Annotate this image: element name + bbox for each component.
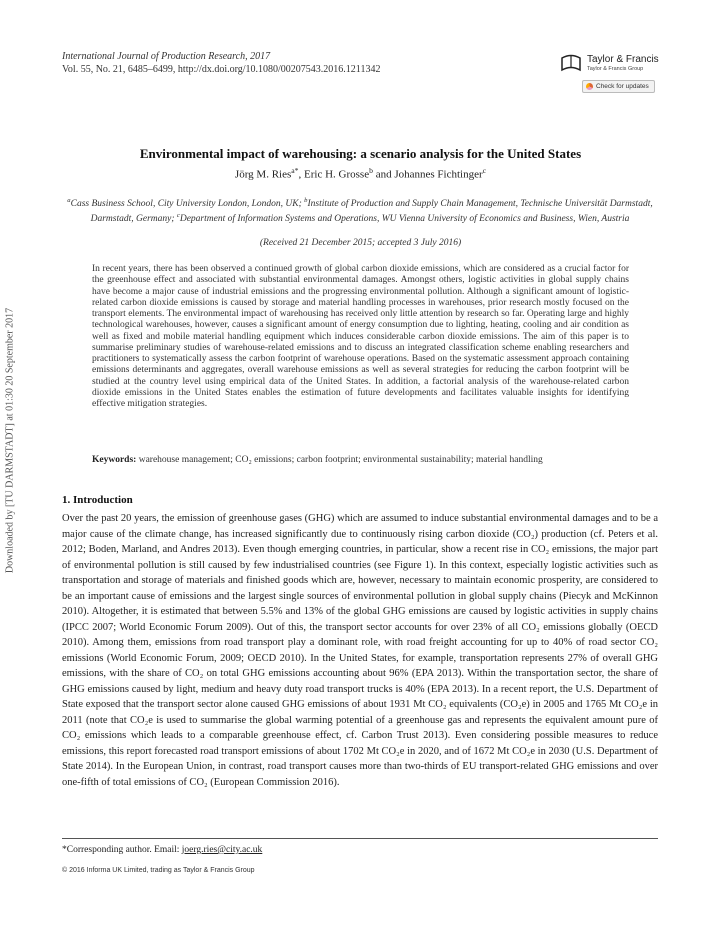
publisher-group: Taylor & Francis Group: [587, 66, 644, 72]
received-dates: (Received 21 December 2015; accepted 3 July 2016): [259, 238, 462, 248]
author-name: Johannes Fichtinger: [394, 168, 483, 181]
crossmark-icon: [586, 83, 593, 90]
corresponding-author-note: [62, 845, 262, 855]
affiliation-text: Institute of Production and Supply Chain Management, Technische Universität Darmstadt, Darmstadt, Germany;: [90, 199, 653, 225]
affiliation-text: Department of Information Systems and Operations, WU Vienna University of Economics and Business, Wien, Austria: [179, 214, 630, 225]
download-watermark: Downloaded by [TU DARMSTADT] at 01:30 20 September 2017: [4, 307, 16, 574]
publisher-logo[interactable]: [560, 52, 660, 76]
corresponding-prefix: *Corresponding author. Email:: [62, 845, 182, 855]
keywords: [92, 454, 629, 466]
footnote-divider: [62, 838, 658, 839]
abstract: In recent years, there has been observed a continued growth of global carbon dioxide emissions, which are considered as a crucial factor for the greenhouse effect and associated with substantial environmental damages. Amongst others, logistic activities in global supply chains have become a major cause of industrial emissions and the progressing environmental pollution. Although a significant amount of logistic-related carbon dioxide emissions is caused by storage and material handling processes in warehouses, prior research mostly focused on the transport elements. The environmental impact of warehousing has received only little attention by research so far. Operating large and highly technological warehouses, however, causes a significant amount of energy consumption due to lighting, heating, cooling and air condition as well as fixed and mobile material handling equipment which induces considerable carbon dioxide emissions. The aim of this paper is to summarise preliminary studies of warehouse-related emissions and to discuss an integrated classification scheme enabling researchers and practitioners to systematically assess the carbon footprint of warehouse operations. Based on the systematic assessment approach containing emissions determinants and aggregates, overall warehouse emissions as well as several strategies for reducing the carbon footprint will be studied at the country level using empirical data of the United States. In addition, a factorial analysis of the warehouse-related carbon dioxide emissions in the United States enables the estimation of future developments and facilitates valuable insights for identifying effective mitigation strategies.: [92, 264, 629, 409]
journal-header: [62, 50, 380, 76]
check-for-updates-button[interactable]: [582, 80, 655, 93]
journal-name: International Journal of Production Research, 2017: [62, 51, 271, 62]
publisher-name: Taylor & Francis: [587, 54, 659, 65]
author-separator: ,: [298, 168, 305, 181]
affiliation-mark: b: [304, 197, 308, 204]
author-name: Eric H. Grosse: [304, 168, 370, 181]
author-separator: and: [372, 168, 395, 181]
author-affiliation-mark: a*: [291, 166, 299, 175]
check-for-updates-label: Check for updates: [596, 83, 649, 90]
affiliation-text: Cass Business School, City University London, London, UK;: [70, 199, 305, 210]
affiliation-mark: a: [67, 197, 71, 204]
introduction-paragraph: Over the past 20 years, the emission of greenhouse gases (GHG) which are assumed to induce substantial environmental damages and to be a major cause of the climate change, has increased significantly due to continuously rising carbon dioxide (CO₂) production (cf. Peters et al. 2012; Boden, Marland, and Andres 2013). Even though emerging countries, in particular, show a recent rise in CO₂ emissions, the major part of environmental pollution is still caused by few industrialised countries (see Figure 1). In this context, especially logistic activities such as transportation and storage of materials and finished goods which are, however, necessary to maintain economic prosperity, are considered to be an important cause of emissions and the largest single sources of environmental pollution in global supply chains (Piecyk and McKinnon 2010). Altogether, it is estimated that between 5.5% and 13% of the global GHG emissions are caused by logistic activities in supply chains (IPCC 2007; World Economic Forum 2009). Out of this, the transport sector accounts for over 23% of all CO₂ emissions globally (OECD 2010). Among them, emissions from road transport play a dominant role, with road freight accounting for up to 40% of road sector CO₂ emissions (World Economic Forum, 2009; OECD 2010). In the United States, for example, transportation represents 27% of overall GHG emissions, with the share of CO₂ on total GHG emissions accounting about 96% (EPA 2013). Within the transportation sector, the share of GHG emissions caused by light, medium and heavy duty road transport trucks is 40% (EPA 2013). In a recent report, the U.S. Department of State exposed that the transport sector alone caused GHG emissions of about 1931 Mt CO₂ equivalents (CO₂e) in 2005 and 1765 Mt CO₂e in 2011 (note that CO₂e is used to summarise the global warming potential of a greenhouse gas and represents the equivalent amount pure of CO₂ emissions which leads to a comparable greenhouse effect, cf. Carbon Trust 2013). Even considering possible measures to reduce emissions, this report forecasted road transport emissions of about 1702 Mt CO₂e in 2020, and of 1672 Mt CO₂e in 2030 (U.S. Department of State 2014). In the European Union, in contrast, road transport causes more than two-thirds of EU transport-related GHG emissions and over one-fifth of total emissions of CO₂ (European Commission 2016).: [62, 513, 658, 788]
section-heading: 1. Introduction: [62, 494, 133, 506]
publisher-logo-icon: [560, 54, 582, 74]
author-affiliation-mark: c: [482, 166, 487, 175]
affiliations: [62, 195, 658, 225]
keywords-list: warehouse management; CO₂ emissions; carbon footprint; environmental sustainability; material handling: [136, 455, 543, 465]
author-name: Jörg M. Ries: [234, 168, 292, 181]
journal-details: Vol. 55, No. 21, 6485–6499, http://dx.doi.org/10.1080/00207543.2016.1211342: [62, 64, 381, 75]
copyright-notice: © 2016 Informa UK Limited, trading as Taylor & Francis Group: [62, 867, 255, 874]
author-affiliation-mark: b: [369, 166, 373, 175]
affiliation-mark: c: [176, 212, 180, 220]
author-list: [0, 166, 721, 181]
article-title: Environmental impact of warehousing: a scenario analysis for the United States: [139, 146, 582, 161]
keywords-label: Keywords:: [92, 455, 137, 465]
author-email-link[interactable]: joerg.ries@city.ac.uk: [181, 845, 263, 855]
